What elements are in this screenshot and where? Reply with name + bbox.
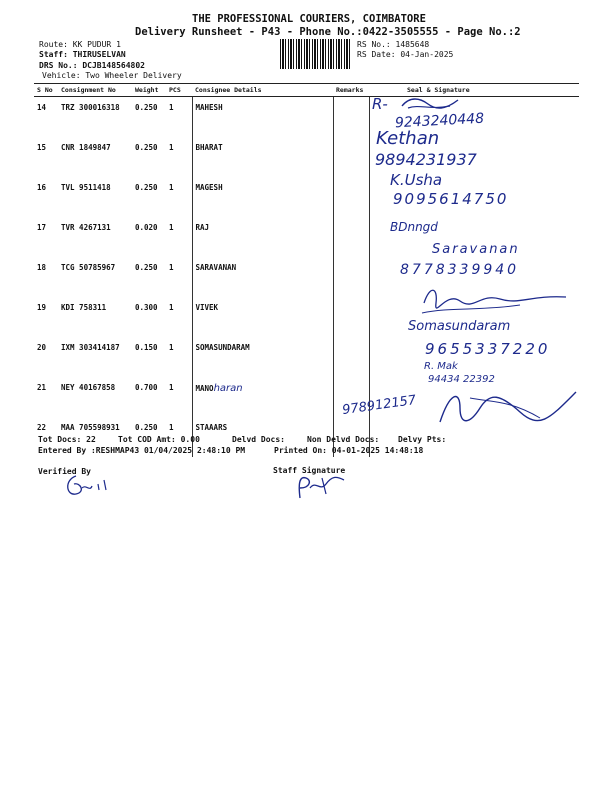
hw-r20-name: Somasundaram: [408, 319, 511, 334]
row-remarks: [333, 177, 369, 217]
rs-date: RS Date: 04-Jan-2025: [357, 50, 454, 59]
row-sno: 22: [37, 423, 47, 432]
hw-r15-phone: 9894231937: [375, 150, 477, 169]
row-consignment: TCG 50785967: [61, 263, 116, 272]
row-consignment: IXM 303414187: [61, 343, 120, 352]
drs-number: DRS No.: DCJB148564802: [39, 61, 145, 70]
row-consignment: CNR 1849847: [61, 143, 111, 152]
row-weight: 0.250: [135, 423, 158, 432]
non-delivered-docs: Non Delvd Docs:: [307, 435, 380, 444]
row-weight: 0.250: [135, 143, 158, 152]
table-row: [34, 137, 579, 177]
hw-r14-scribble: [400, 96, 460, 112]
row-sno: 17: [37, 223, 47, 232]
row-remarks: [333, 97, 369, 138]
row-pcs: 1: [169, 223, 174, 232]
col-consignment: Consignment No: [58, 84, 132, 97]
row-weight: 0.250: [135, 183, 158, 192]
hw-r18-phone: 8778339940: [400, 262, 520, 278]
row-consignee: [192, 377, 333, 417]
row-weight: 0.250: [135, 263, 158, 272]
row-remarks: [333, 217, 369, 257]
row-weight: 0.300: [135, 303, 158, 312]
col-pcs: PCS: [166, 84, 192, 97]
row-weight: 0.150: [135, 343, 158, 352]
row-pcs: 1: [169, 143, 174, 152]
col-sno: S No: [34, 84, 58, 97]
row-pcs: 1: [169, 303, 174, 312]
verified-by-label: Verified By: [38, 467, 91, 476]
route-label: Route: KK PUDUR 1: [39, 40, 121, 49]
row-sno: 18: [37, 263, 47, 272]
hw-r15-name: Kethan: [376, 128, 440, 149]
row-consignee: RAJ: [192, 217, 333, 257]
row-pcs: 1: [169, 263, 174, 272]
col-consignee: Consignee Details: [192, 84, 333, 97]
row-pcs: 1: [169, 423, 174, 432]
hw-r22-signature: [430, 388, 580, 428]
row-remarks: [333, 297, 369, 337]
row-consignment: MAA 705598931: [61, 423, 120, 432]
row-pcs: 1: [169, 103, 174, 112]
total-cod: Tot COD Amt: 0.00: [118, 435, 200, 444]
company-title: THE PROFESSIONAL COURIERS, COIMBATORE: [192, 13, 426, 25]
delivery-points: Delvy Pts:: [398, 435, 447, 444]
row-sno: 19: [37, 303, 47, 312]
table-row: [34, 97, 579, 138]
staff-signature: [292, 472, 352, 502]
rs-number: RS No.: 1485648: [357, 40, 430, 49]
table-header-row: [34, 84, 579, 97]
total-docs: Tot Docs: 22: [38, 435, 96, 444]
consignee-printed: MANO: [195, 384, 214, 393]
row-consignment: KDI 758311: [61, 303, 107, 312]
row-consignee: MAGESH: [192, 177, 333, 217]
hw-r20-phone: 9655337220: [425, 340, 551, 358]
col-weight: Weight: [132, 84, 166, 97]
col-remarks: Remarks: [333, 84, 369, 97]
vehicle-label: Vehicle: Two Wheeler Delivery: [42, 71, 182, 80]
delivered-docs: Delvd Docs:: [232, 435, 285, 444]
staff-signature-label: Staff Signature: [273, 466, 346, 475]
row-weight: 0.250: [135, 103, 158, 112]
hw-r22-phone: 978912157: [341, 392, 418, 419]
row-weight: 0.700: [135, 383, 158, 392]
row-pcs: 1: [169, 343, 174, 352]
consignee-handwritten-suffix: haran: [213, 383, 243, 394]
row-pcs: 1: [169, 183, 174, 192]
hw-r14-phone: 9243240448: [394, 110, 485, 132]
row-consignment: TVL 9511418: [61, 183, 111, 192]
hw-r18-name: Saravanan: [432, 242, 520, 257]
hw-r17-name: BDnngd: [390, 220, 438, 234]
row-pcs: 1: [169, 383, 174, 392]
row-sno: 20: [37, 343, 47, 352]
row-consignment: NEY 40167858: [61, 383, 116, 392]
staff-label: Staff: THIRUSELVAN: [39, 50, 126, 59]
col-seal-signature: Seal & Signature: [369, 84, 579, 97]
hw-r14-name: R-: [372, 95, 388, 113]
hw-r21-phone: 94434 22392: [428, 374, 495, 385]
row-sno: 16: [37, 183, 47, 192]
row-consignee: VIVEK: [192, 297, 333, 337]
row-weight: 0.020: [135, 223, 158, 232]
row-remarks: [333, 257, 369, 297]
row-consignment: TVR 4267131: [61, 223, 111, 232]
hw-r16-name: K.Usha: [390, 171, 443, 189]
row-sno: 21: [37, 383, 47, 392]
entered-by: Entered By :RESHMAP43 01/04/2025 2:48:10 PM: [38, 446, 246, 455]
hw-r21-name: R. Mak: [424, 361, 458, 372]
row-consignee: SARAVANAN: [192, 257, 333, 297]
row-sno: 15: [37, 143, 47, 152]
row-remarks: [333, 337, 369, 377]
row-consignee: MAHESH: [192, 97, 333, 138]
runsheet-subtitle: Delivery Runsheet - P43 - Phone No.:0422-3505555 - Page No.:2: [135, 26, 521, 38]
hw-r19-signature: [420, 283, 570, 317]
row-consignee: SOMASUNDARAM: [192, 337, 333, 377]
row-remarks: [333, 137, 369, 177]
row-consignee: STAAARS: [192, 417, 333, 457]
verified-signature: [62, 470, 122, 500]
printed-on: Printed On: 04-01-2025 14:48:18: [274, 446, 424, 455]
row-consignee: BHARAT: [192, 137, 333, 177]
hw-r16-phone: 9095614750: [393, 190, 509, 208]
row-consignment: TRZ 300016318: [61, 103, 120, 112]
row-sno: 14: [37, 103, 47, 112]
barcode: [280, 39, 352, 69]
